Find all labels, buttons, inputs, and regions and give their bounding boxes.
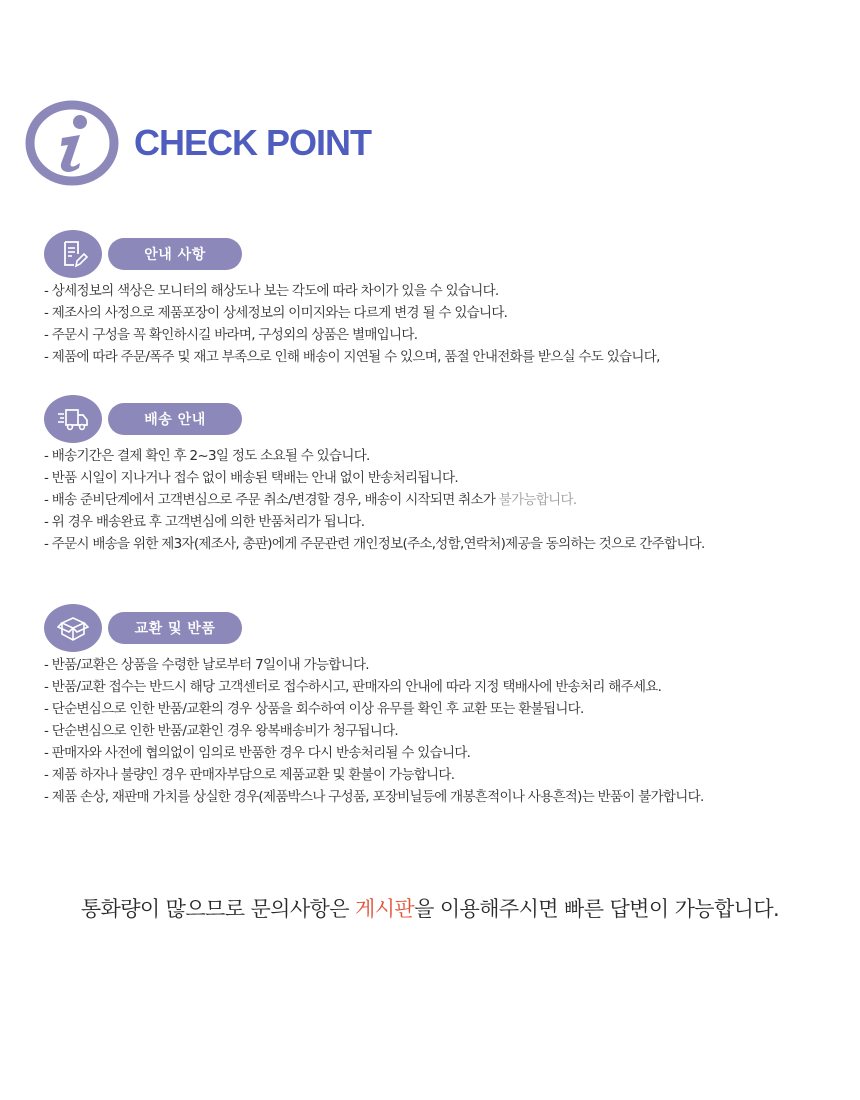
- check-point-header: [24, 98, 371, 188]
- page-title: CHECK POINT: [134, 122, 372, 163]
- delivery-truck-icon: [57, 404, 89, 434]
- exchange-section-heading: [44, 604, 844, 652]
- shipping-section-heading: [44, 395, 844, 443]
- list-item: - 제품 손상, 재판매 가치를 상실한 경우(제품박스나 구성품, 포장비닐등에 개봉흔적이나 사용흔적)는 반품이 불가합니다.: [44, 789, 704, 805]
- contact-note: [0, 893, 860, 923]
- document-pencil-icon: [57, 239, 89, 269]
- notice-section: [44, 230, 844, 368]
- notice-title: 안내 사항: [108, 238, 242, 270]
- notice-badge: [44, 230, 102, 278]
- list-item: - 제품에 따라 주문/폭주 및 재고 부족으로 인해 배송이 지연될 수 있으며, 품절 안내전화를 받으실 수도 있습니다,: [44, 349, 660, 365]
- shipping-section: [44, 395, 844, 555]
- box-package-icon: [57, 613, 89, 643]
- contact-note-text-end: 을 이용해주시면 빠른 답변이 가능합니다.: [414, 897, 780, 921]
- exchange-badge: [44, 604, 102, 652]
- list-item: - 주문시 구성을 꼭 확인하시길 바라며, 구성외의 상품은 별매입니다.: [44, 327, 418, 343]
- list-item-text: - 배송 준비단계에서 고객변심으로 주문 취소/변경할 경우, 배송이 시작되면 취소가: [44, 492, 499, 508]
- list-item: [44, 489, 844, 511]
- list-item: - 제품 하자나 불량인 경우 판매자부담으로 제품교환 및 환불이 가능합니다.: [44, 767, 455, 783]
- list-item: - 판매자와 사전에 협의없이 임의로 반품한 경우 다시 반송처리될 수 있습니다.: [44, 745, 471, 761]
- notice-list: [44, 280, 844, 368]
- list-item: - 제조사의 사정으로 제품포장이 상세정보의 이미지와는 다르게 변경 될 수 있습니다.: [44, 305, 508, 321]
- shipping-badge: [44, 395, 102, 443]
- list-item: - 단순변심으로 인한 반품/교환인 경우 왕복배송비가 청구됩니다.: [44, 723, 399, 739]
- shipping-title: 배송 안내: [108, 403, 242, 435]
- list-item: - 반품 시일이 지나거나 접수 없이 배송된 택배는 안내 없이 반송처리됩니다.: [44, 470, 458, 486]
- exchange-title: 교환 및 반품: [108, 612, 242, 644]
- list-item: - 배송기간은 결제 확인 후 2~3일 정도 소요될 수 있습니다.: [44, 448, 370, 464]
- list-item: - 상세정보의 색상은 모니터의 해상도나 보는 각도에 따라 차이가 있을 수 있습니다.: [44, 283, 499, 299]
- muted-text: 불가능합니다.: [498, 492, 577, 508]
- list-item: - 주문시 배송을 위한 제3자(제조사, 총판)에게 주문관련 개인정보(주소,성함,연락처)제공을 동의하는 것으로 간주합니다.: [44, 536, 705, 552]
- shipping-list: [44, 445, 844, 555]
- contact-note-text: 통화량이 많으므로 문의사항은: [80, 897, 356, 921]
- board-link-text: 게시판: [355, 897, 415, 921]
- info-i-icon: [24, 98, 120, 188]
- list-item: - 반품/교환 접수는 반드시 해당 고객센터로 접수하시고, 판매자의 안내에 따라 지정 택배사에 반송처리 해주세요.: [44, 679, 662, 695]
- exchange-list: [44, 654, 844, 808]
- notice-section-heading: [44, 230, 844, 278]
- list-item: - 위 경우 배송완료 후 고객변심에 의한 반품처리가 됩니다.: [44, 514, 365, 530]
- list-item: - 반품/교환은 상품을 수령한 날로부터 7일이내 가능합니다.: [44, 657, 369, 673]
- list-item: - 단순변심으로 인한 반품/교환의 경우 상품을 회수하여 이상 유무를 확인 후 교환 또는 환불됩니다.: [44, 701, 584, 717]
- exchange-return-section: [44, 604, 844, 808]
